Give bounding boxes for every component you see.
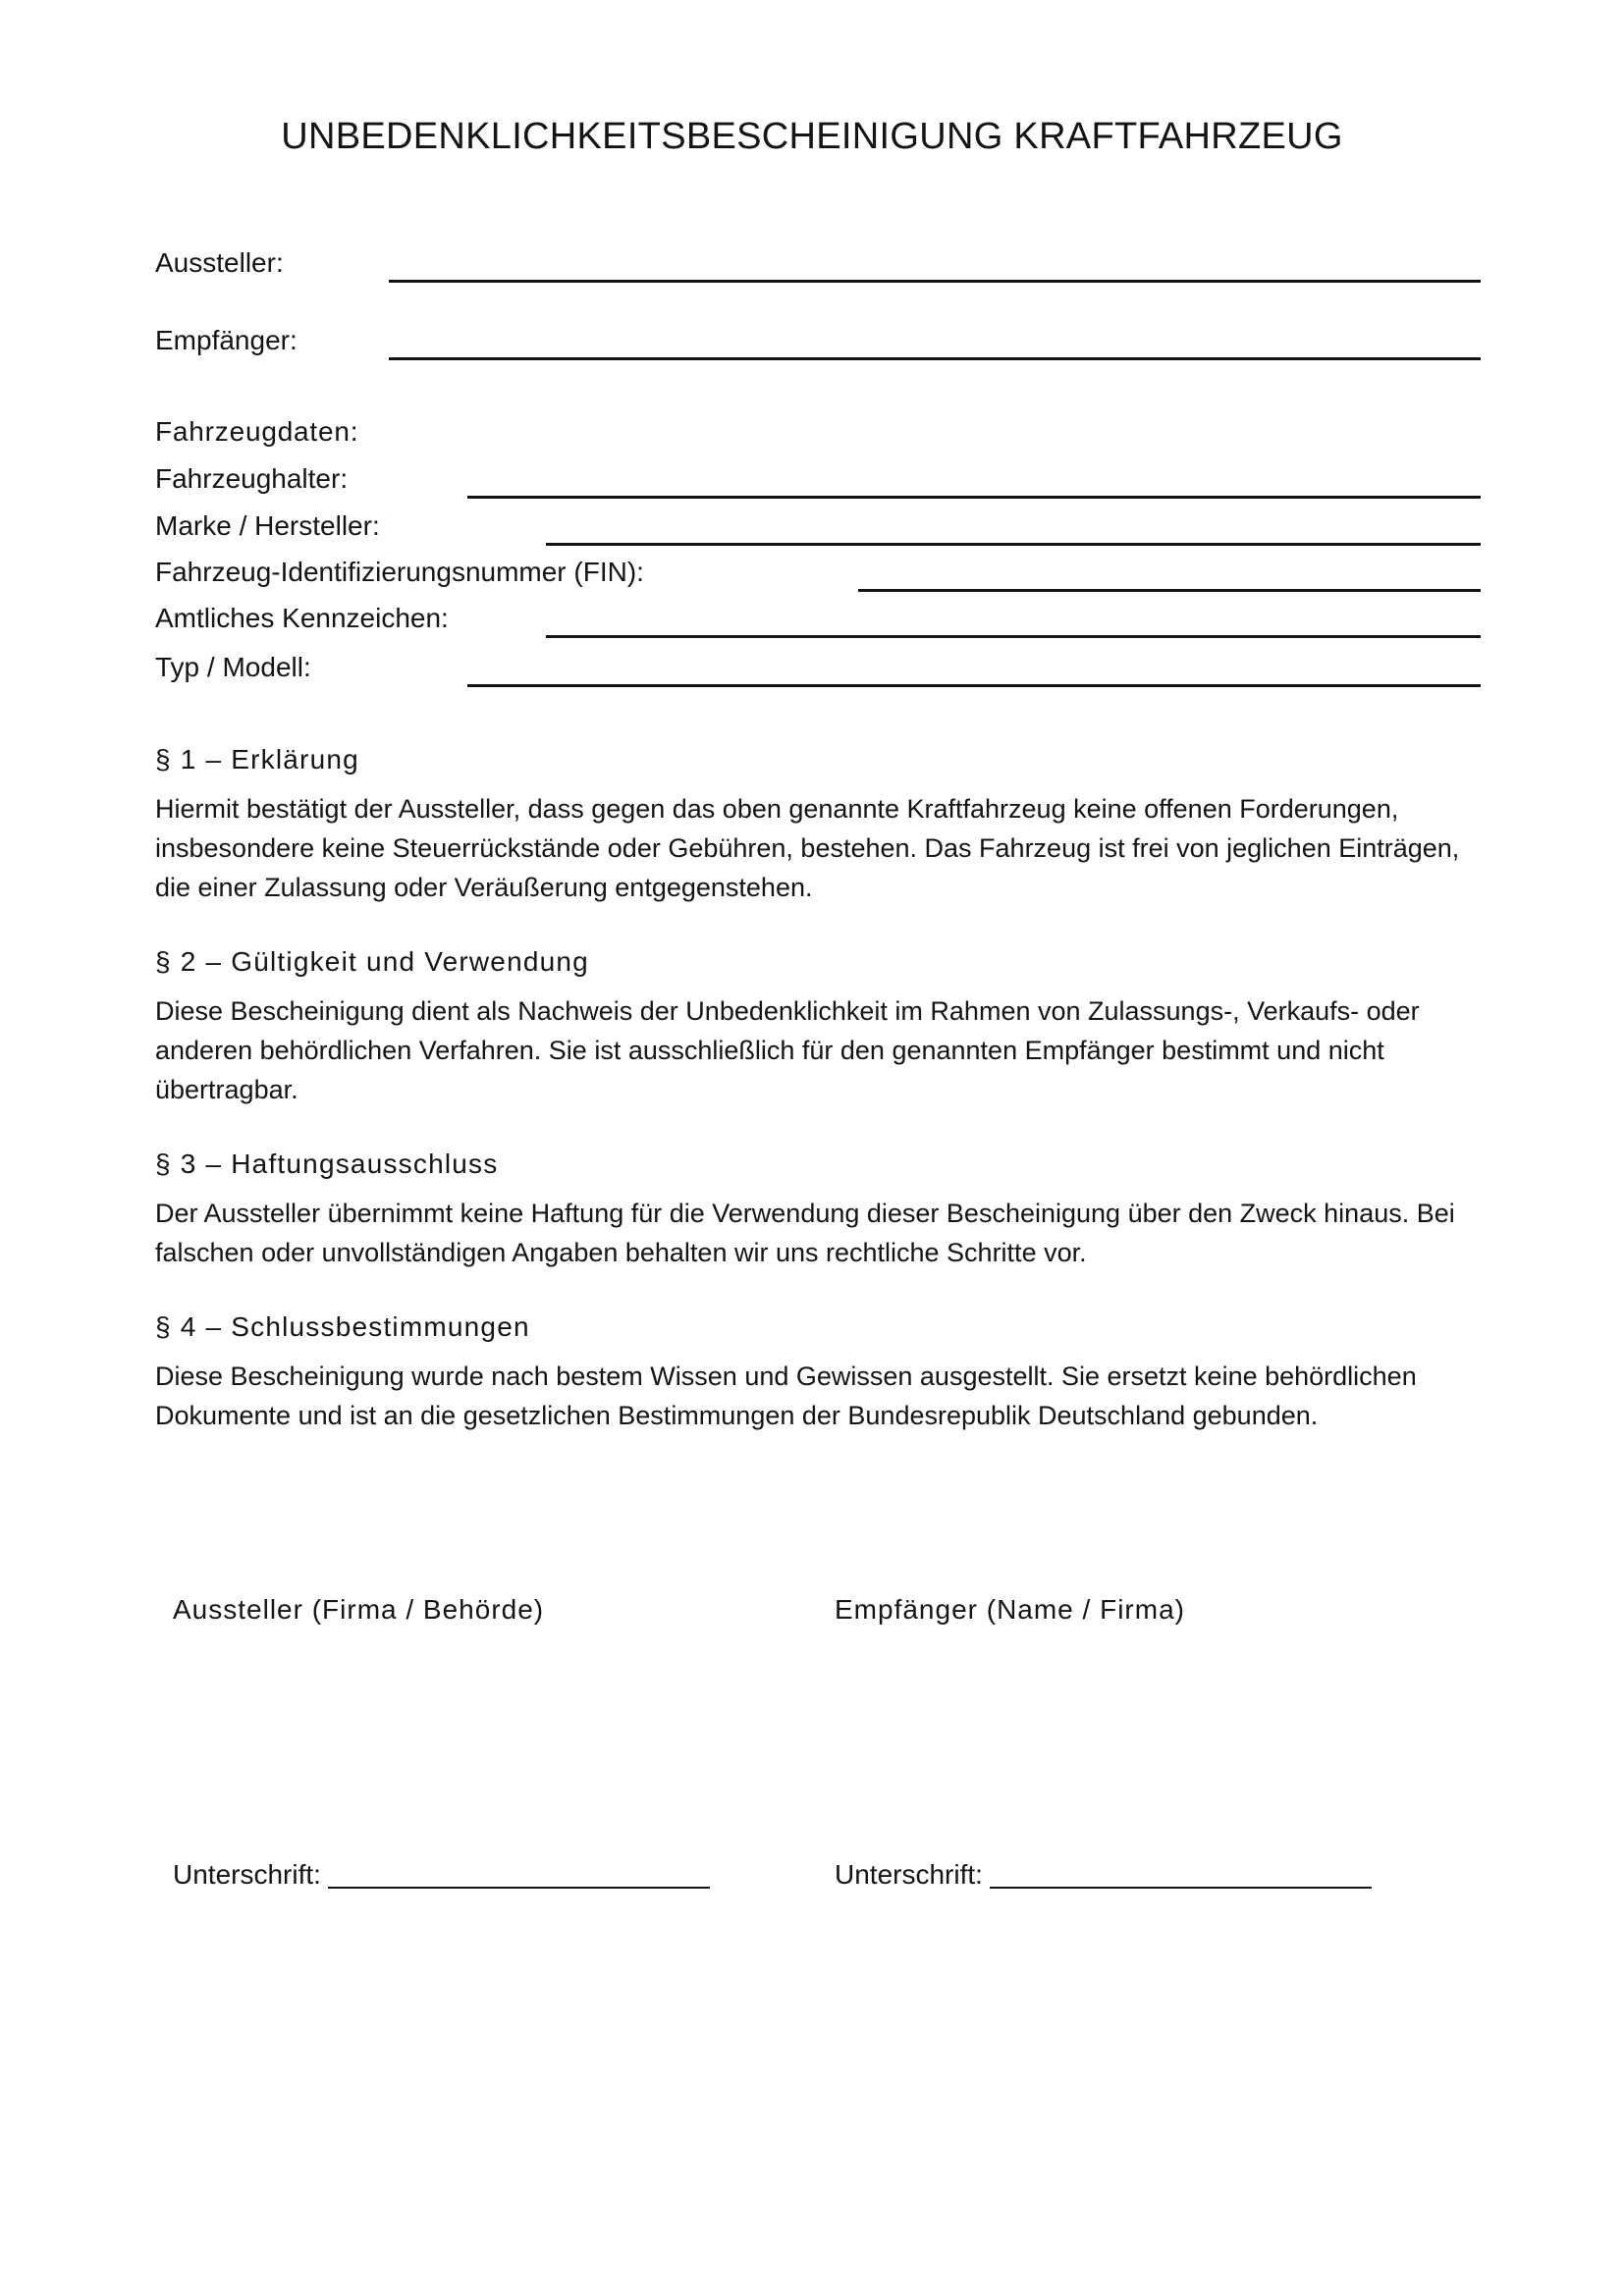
model-input-line[interactable] bbox=[467, 684, 1481, 687]
model-field bbox=[155, 648, 1481, 687]
recipient-signature-line[interactable] bbox=[990, 1887, 1372, 1889]
issuer-input-line[interactable] bbox=[389, 280, 1481, 283]
section-4-heading: § 4 – Schlussbestimmungen bbox=[155, 1311, 530, 1342]
issuer-field bbox=[155, 243, 1481, 283]
issuer-signature-line[interactable] bbox=[328, 1887, 710, 1889]
vehicle-holder-label: Fahrzeughalter: bbox=[155, 463, 349, 494]
recipient-signature-label: Unterschrift: bbox=[835, 1859, 983, 1890]
recipient-signature-caption: Empfänger (Name / Firma) bbox=[835, 1594, 1185, 1625]
issuer-label: Aussteller: bbox=[155, 247, 284, 278]
brand-input-line[interactable] bbox=[546, 543, 1481, 546]
section-2-body: Diese Bescheinigung dient als Nachweis der Unbedenklichkeit im Rahmen von Zulassungs-, Verkaufs- oder anderen behördlichen Verfahren. Sie ist ausschließlich für den genannten Empfänger bestimmt und nicht übertragbar. bbox=[155, 996, 1420, 1104]
recipient-field bbox=[155, 321, 1481, 360]
section-2-heading: § 2 – Gültigkeit und Verwendung bbox=[155, 946, 589, 977]
brand-label: Marke / Hersteller: bbox=[155, 510, 380, 541]
model-label: Typ / Modell: bbox=[155, 652, 311, 682]
document-title: UNBEDENKLICHKEITSBESCHEINIGUNG KRAFTFAHRZEUG bbox=[281, 116, 1343, 157]
vin-input-line[interactable] bbox=[858, 589, 1481, 592]
issuer-signature-caption: Aussteller (Firma / Behörde) bbox=[173, 1594, 545, 1625]
recipient-label: Empfänger: bbox=[155, 325, 298, 355]
plate-input-line[interactable] bbox=[546, 635, 1481, 638]
vehicle-holder-field bbox=[155, 459, 1481, 499]
section-3-body: Der Aussteller übernimmt keine Haftung für die Verwendung dieser Bescheinigung über den Zweck hinaus. Bei falschen oder unvollständigen Angaben behalten wir uns rechtliche Schritte vor. bbox=[155, 1199, 1455, 1267]
issuer-signature-label: Unterschrift: bbox=[173, 1859, 321, 1890]
recipient-input-line[interactable] bbox=[389, 357, 1481, 360]
plate-field bbox=[155, 599, 1481, 638]
section-3-heading: § 3 – Haftungsausschluss bbox=[155, 1148, 499, 1179]
vin-field bbox=[155, 553, 1481, 592]
plate-label: Amtliches Kennzeichen: bbox=[155, 603, 449, 633]
section-1-heading: § 1 – Erklärung bbox=[155, 744, 359, 774]
vin-label: Fahrzeug-Identifizierungsnummer (FIN): bbox=[155, 557, 644, 587]
section-1-body: Hiermit bestätigt der Aussteller, dass gegen das oben genannte Kraftfahrzeug keine offenen Forderungen, insbesondere keine Steuerrückstände oder Gebühren, bestehen. Das Fahrzeug ist frei von jeglichen Einträgen, die einer Zulassung oder Veräußerung entgegenstehen. bbox=[155, 794, 1460, 902]
section-4-body: Diese Bescheinigung wurde nach bestem Wissen und Gewissen ausgestellt. Sie ersetzt keine behördlichen Dokumente und ist an die gesetzlichen Bestimmungen der Bundesrepublik Deutschland gebunden. bbox=[155, 1362, 1417, 1430]
vehicle-holder-input-line[interactable] bbox=[467, 496, 1481, 499]
brand-field bbox=[155, 507, 1481, 546]
vehicle-data-heading: Fahrzeugdaten: bbox=[155, 416, 359, 447]
